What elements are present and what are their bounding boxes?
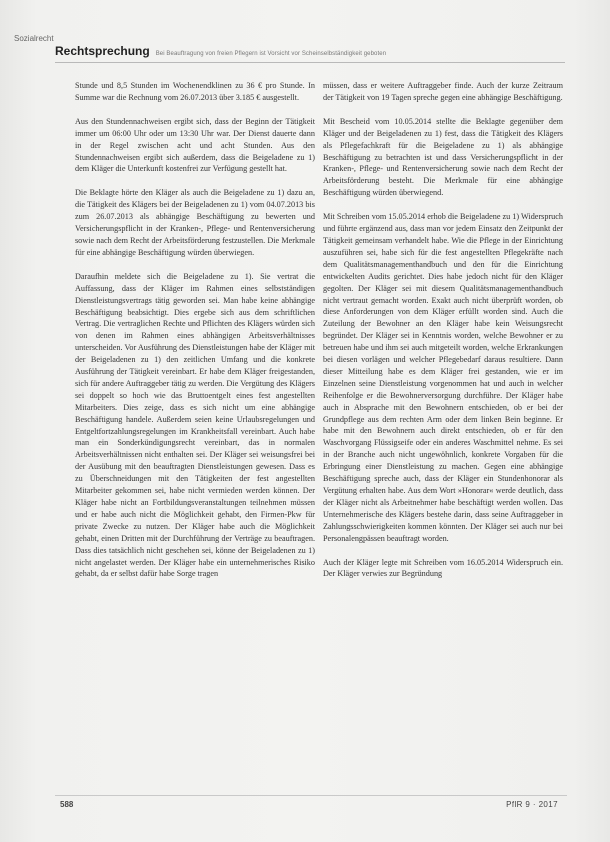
paragraph: Auch der Kläger legte mit Schreiben vom 16.05.2014 Widerspruch ein. Der Kläger verwies zur Begründung (323, 557, 563, 579)
paragraph: müssen, dass er weitere Auftraggeber finde. Auch der kurze Zeitraum der Tätigkeit von 19 Tagen spreche gegen eine abhängige Beschäftigung. (323, 81, 563, 102)
paragraph: Daraufhin meldete sich die Beigeladene zu 1). Sie vertrat die Auffassung, dass der Kläger im Rahmen eines selbstständigen Dienstleistungsvertrags tätig geworden sei. Man habe keine abhängige Beschäftigung beabsichtigt. Dies ergebe sich aus dem schriftlichen Vertrag. Die vertraglichen Rechte und Pflichten des Klägers würden sich von denen im Rahmen eines abhängigen Arbeitsverhältnisses unterscheiden. Vor Ausführung des Dienstleistungen habe der Kläger mit der Beigeladenen zu 1) den zeitlichen Umfang und die konkrete Ausführung der Tätigkeit vereinbart. Er habe dem Kläger freigestanden, sich für andere Auftraggeber tätig zu werden. Die Vergütung des Klägers sei doppelt so hoch wie das Bruttoentgelt eines fest angestellten Mitarbeiters. Dies zeige, dass es sich nicht um eine abhängige Beschäftigung handele. Außerdem seien keine Urlaubsregelungen und Entgeltfortzahlungsregelungen im Krankheitsfall vereinbart. Auch habe man ein Sonderkündigungsrecht vereinbart, das in normalen Arbeitsverhältnissen nicht enthalten sei. Der Kläger sei weisungsfrei bei der Ausübung mit den beauftragten Dienstleistungen gewesen. Dass es zu Überschneidungen mit den Tätigkeiten der fest angestellten Mitarbeiter gekommen sei, habe nicht vermieden werden können. Der Kläger habe nicht an Fortbildungsveranstaltungen teilnehmen müssen und er habe auch nicht die Möglichkeit gehabt, den Firmen-Pkw für private Zwecke zu nutzen. Der Kläger habe auch die Möglichkeit gehabt, einen Dritten mit der Durchführung der Verträge zu beauftragen. Dass dies tatsächlich nicht geschehen sei, könne der Beigeladenen zu 1) nicht angelastet werden. Der Kläger habe ein unternehmerisches Risiko gehabt, da er selbst dafür habe Sorge tragen (75, 271, 315, 579)
header-title: Rechtsprechung (55, 44, 150, 58)
footer-rule (55, 795, 567, 796)
header-rule (55, 62, 565, 63)
running-header (55, 44, 565, 60)
paragraph: Mit Schreiben vom 15.05.2014 erhob die Beigeladene zu 1) Widerspruch und führte ergänzend aus, dass man vor jedem Einsatz den Zeitpunkt der Tätigkeit gemeinsam verhandelt habe. Wie die Pflege in der Einrichtung auszuführen sei, habe sich für die fest angestellten Pflegekräfte nach dem Qualitätsmanagementhandbuch und den für die Einrichtung entwickelten Audits gerichtet. Dies habe jedoch nicht für den Kläger gegolten. Der Kläger sei mit diesem Qualitätsmanagementhandbuch nicht vertraut gemacht worden. Exakt auch nicht überprüft worden, ob diese Anforderungen von dem Kläger erfüllt worden sind. Auch die Zuteilung der Bewohner an den Kläger habe kein Weisungsrecht begründet. Der Kläger sei in Kenntnis worden, welche Bewohner er zu betreuen habe und ihm sei auch mitgeteilt worden, welche Erkrankungen bei diesen vorlägen und welcher Pflegebedarf daraus resultiere. Dann dieser Mitteilung habe es dem Kläger frei gestanden, wie er im Einzelnen seine Dienstleistung vorgenommen hat und auch in welcher Reihenfolge er die Bewohnerversorgung durchführe. Der Kläger habe auch in Absprache mit den Bewohnern entschieden, ob er bei der Grundpflege aus dem rechten Arm oder dem linken Bein beginne. Er habe mit den Bewohnern auch direkt entschieden, ob er für den Waschvorgang Flüssigseife oder ein anderes Waschmittel nehme. Es sei in der Branche auch nicht ungewöhnlich, konkrete Vorgaben für die Erbringung einer Dienstleistung zu machen. Gegen eine abhängige Beschäftigung spreche auch, dass der Kläger ein Stundenhonorar als Vergütung erhalten habe. Aus dem Wort »Honorar« werde deutlich, dass der Kläger nicht als Arbeitnehmer habe beschäftigt werden wollen. Das Unternehmerische des Klägers bestehe darin, dass seine Auftraggeber in Zahlungsschwierigkeiten kommen könnten. Der Kläger sei auch nur bei Personalengpässen beauftragt worden. (323, 212, 563, 543)
right-column (323, 80, 563, 592)
section-label: Sozialrecht (14, 34, 54, 43)
left-column (75, 80, 315, 592)
header-subtitle: Bei Beauftragung von freien Pflegern ist Vorsicht vor Scheinselbständigkeit geboten (155, 51, 387, 57)
page-number: 588 (60, 800, 74, 809)
journal-issue: PflR 9 · 2017 (506, 800, 558, 809)
paragraph: Stunde und 8,5 Stunden im Wochenendklinen zu 36 € pro Stunde. In Summe war die Rechnung vom 26.07.2013 über 3.185 € ausgestellt. (75, 81, 315, 102)
paragraph: Mit Bescheid vom 10.05.2014 stellte die Beklagte gegenüber dem Kläger und der Beigeladenen zu 1) fest, dass die Tätigkeit des Klägers als Pflegefachkraft für die Beigeladene zu 1) als abhängige Beschäftigung zu betrachten ist und dass Versicherungspflicht in der Kranken-, Pflege- und Rentenversicherung sowie nach dem Recht der Arbeitsförderung besteht. Die Merkmale für eine abhängige Beschäftigung würden überwiegend. (323, 116, 563, 198)
paragraph: Die Beklagte hörte den Kläger als auch die Beigeladene zu 1) dazu an, die Tätigkeit des Klägers bei der Beigeladenen zu 1) vom 04.07.2013 bis zum 26.07.2013 als abhängige Beschäftigung zu bewerten und Versicherungspflicht in der Kranken-, Pflege- und Rentenversicherung sowie nach dem Recht der Arbeitsförderung festzustellen. Die Merkmale für eine abhängige Beschäftigung würden überwiegen. (75, 188, 315, 257)
paragraph: Aus den Stundennachweisen ergibt sich, dass der Beginn der Tätigkeit immer um 06:00 Uhr oder um 13:30 Uhr war. Der Dienst dauerte dann in der Regel zwischen acht und acht Stunden. Aus den Stundennachweisen ergibt sich außerdem, dass die Beigeladene zu 1) dem Kläger die Unterkunft kostenfrei zur Verfügung gestellt hat. (75, 116, 315, 174)
